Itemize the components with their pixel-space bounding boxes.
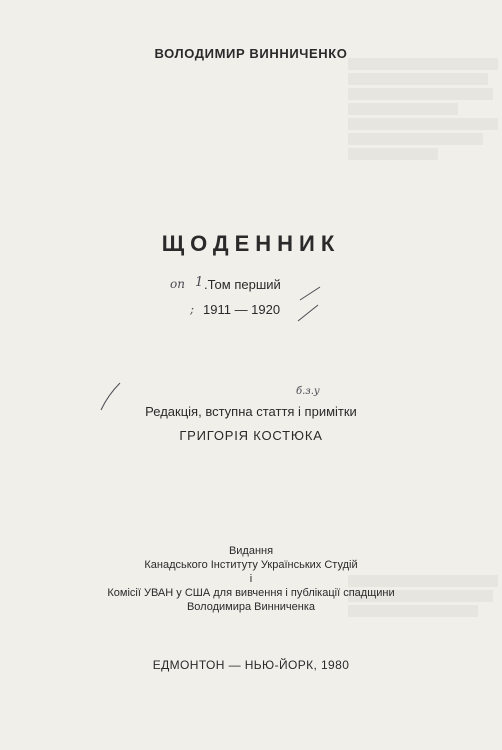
bleed-through-text-top (348, 58, 498, 163)
publisher-line: Володимира Винниченка (186, 601, 316, 613)
pencil-slash-volume (300, 287, 320, 300)
handwritten-volume-prefix: on (170, 277, 185, 291)
handwritten-volume-number: 1 (195, 275, 204, 290)
book-title: ЩОДЕННИК (161, 231, 341, 256)
handwritten-editorial-note: б.з.у (296, 386, 320, 397)
publisher-line: Видання (228, 545, 274, 557)
handwritten-years-prefix: ; (190, 302, 195, 316)
author-name: ВОЛОДИМИР ВИННИЧЕНКО (154, 46, 348, 61)
publisher-block (0, 544, 502, 614)
editorial-credit: Редакція, вступна стаття і примітки (145, 404, 357, 419)
volume-label: .Том перший (204, 277, 281, 292)
editor-name: ГРИГОРІЯ КОСТЮКА (179, 428, 323, 443)
year-range: 1911 — 1920 (203, 302, 281, 317)
pencil-slash-years (298, 305, 318, 321)
place-and-year: ЕДМОНТОН — НЬЮ-ЙОРК, 1980 (152, 658, 350, 672)
publisher-line: Комісії УВАН у США для вивчення і публікації спадщини (107, 587, 395, 599)
publisher-line: і (249, 573, 253, 585)
publisher-line: Канадського Інституту Українських Студій (144, 559, 358, 571)
